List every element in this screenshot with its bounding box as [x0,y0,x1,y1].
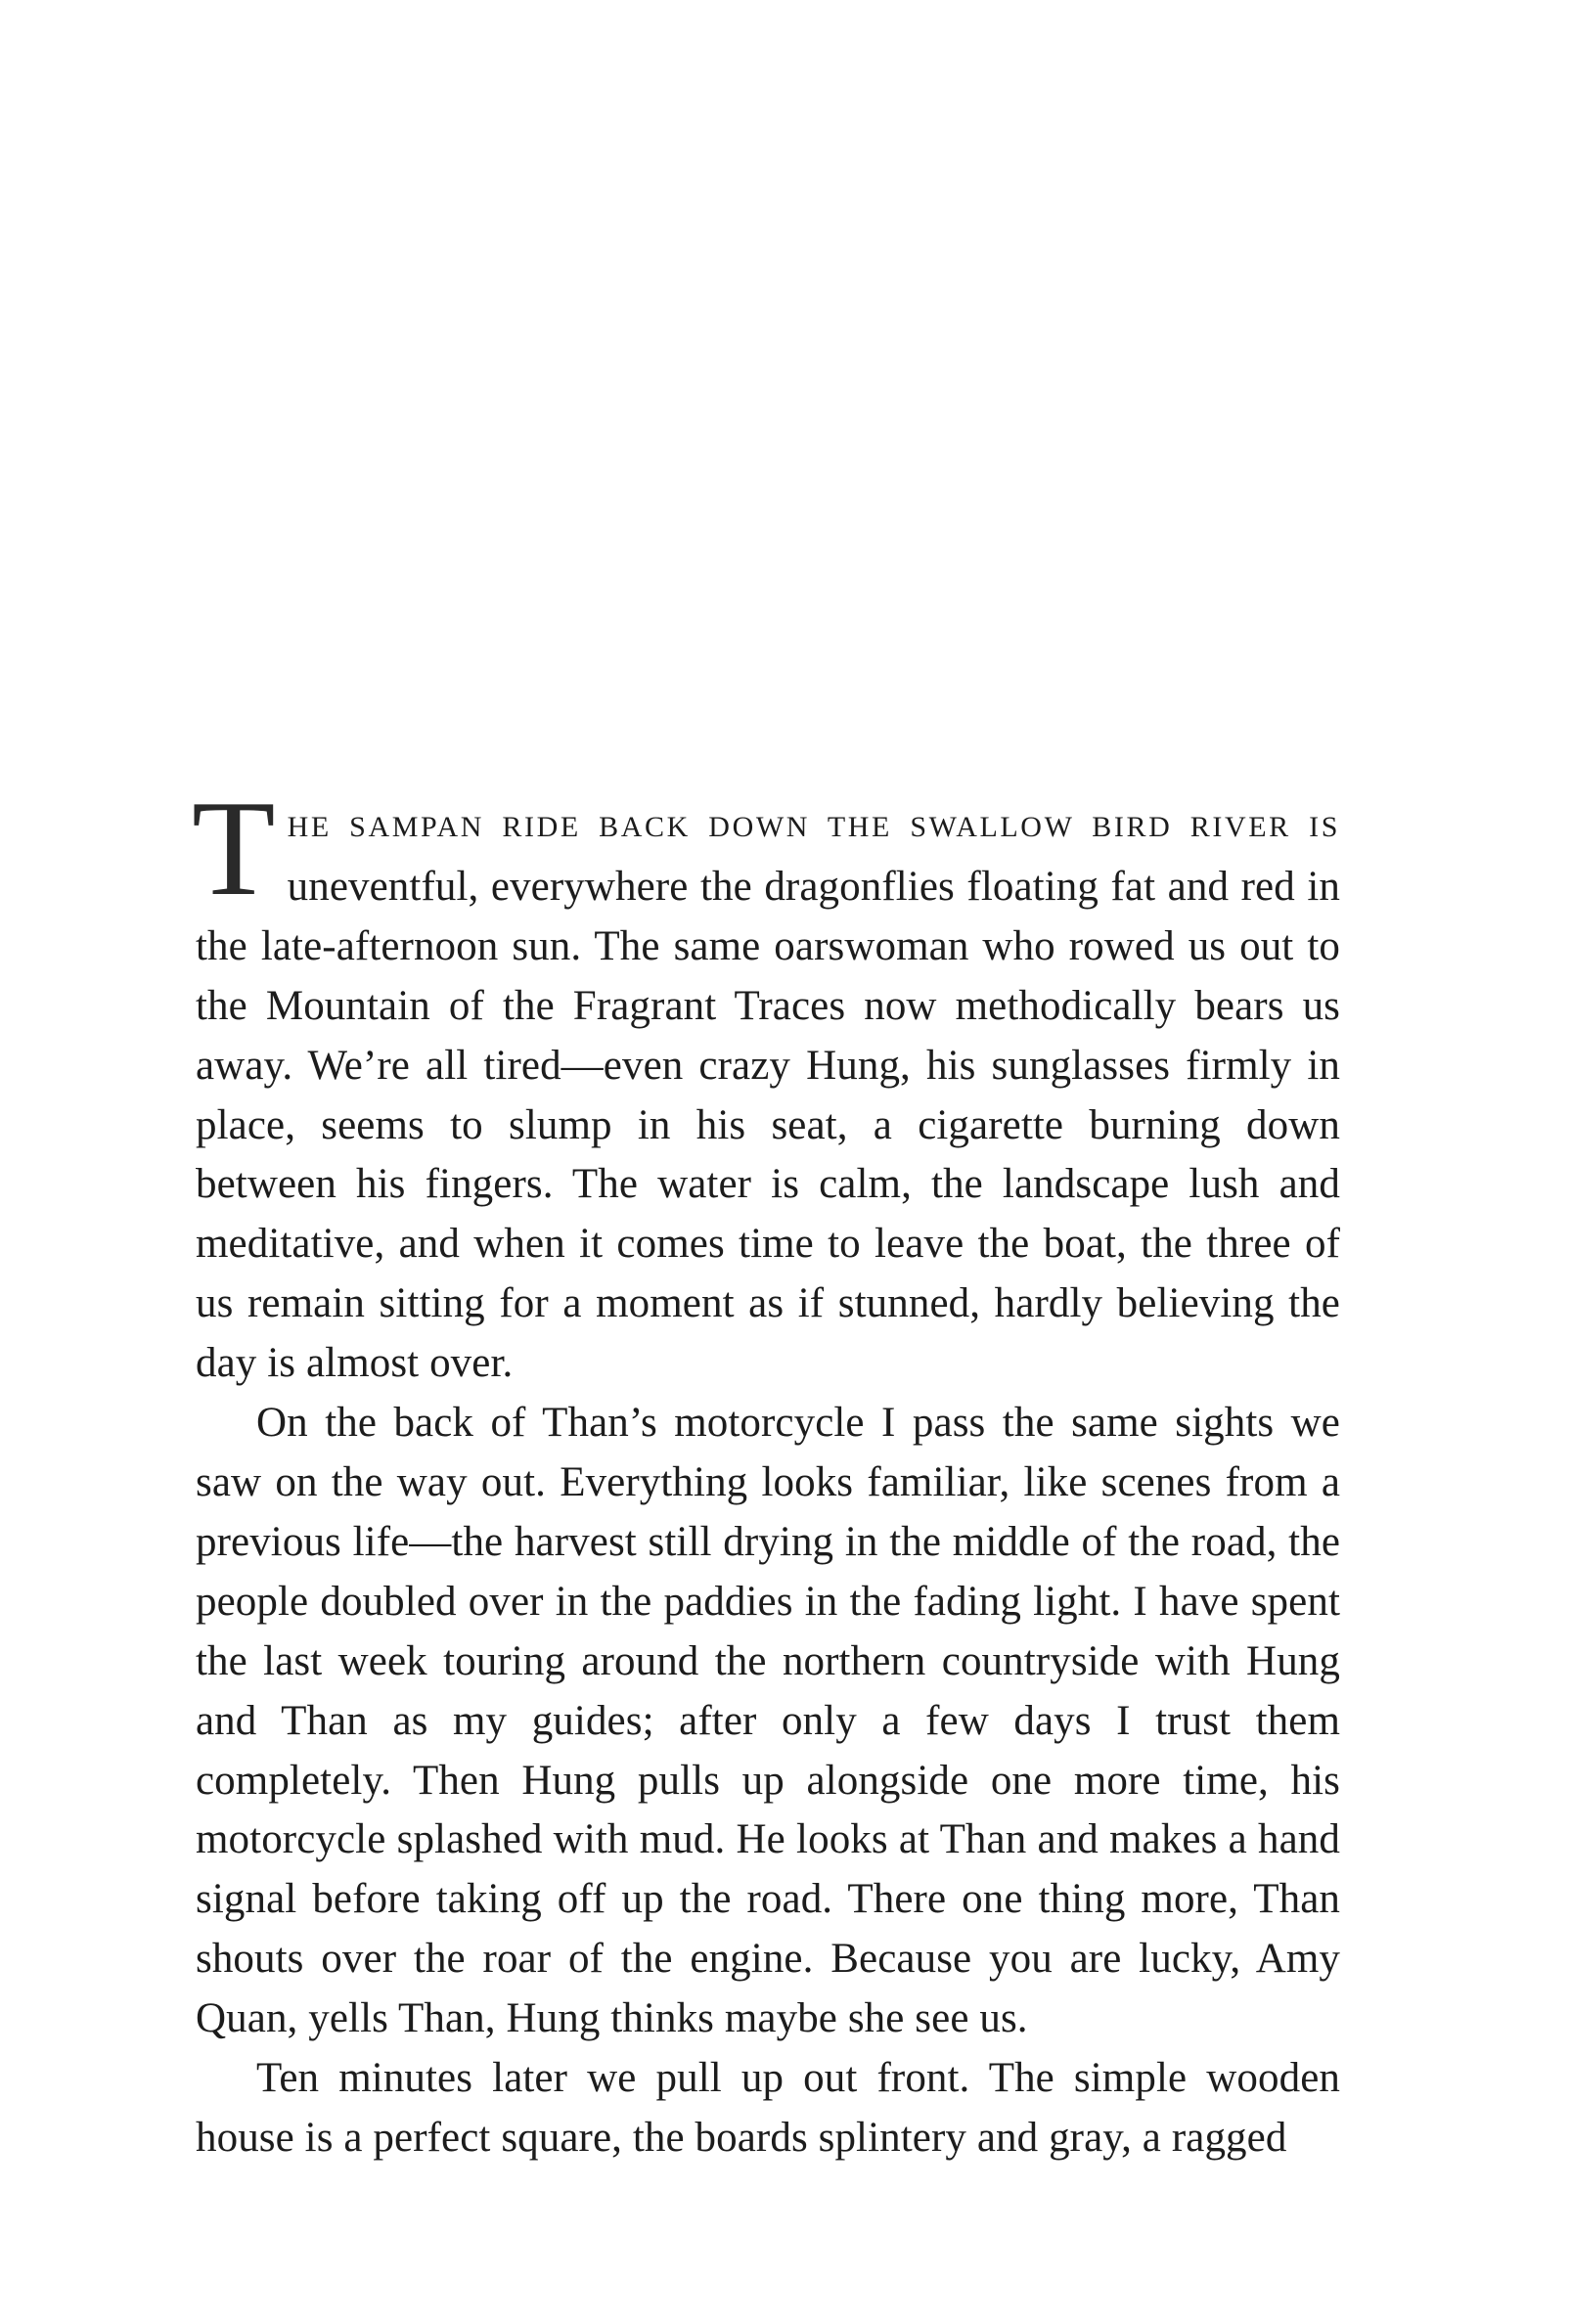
paragraph-house: Ten minutes later we pull up out front. The simple wooden house is a perfect square, the boards splintery and gray, a ragged [196,2055,1340,2161]
paragraph-motorcycle: On the back of Than’s motorcycle I pass the same sights we saw on the way out. Everything looks familiar, like scenes from a previous life—the harvest still drying in the middle of the road, the people doubled over in the paddies in the fading light. I have spent the last week touring around the northern countryside with Hung and Than as my guides; after only a few days I trust them completely. Then Hung pulls up alongside one more time, his motorcycle splashed with mud. He looks at Than and makes a hand signal before taking off up the road. There one thing more, Than shouts over the roar of the engine. Because you are lucky, Amy Quan, yells Than, Hung thinks maybe she see us. [196,1400,1340,2042]
opening-paragraph [192,773,1340,1394]
body-text [192,773,1340,2168]
drop-cap: T [192,773,276,924]
smallcaps-lead-in: HE SAMPAN RIDE BACK DOWN THE SWALLOW BIRD RIVER IS [287,811,1340,843]
opening-paragraph-text: uneventful, everywhere the dragonflies floating fat and red in the late-afternoon sun. The same oarswoman who rowed us out to the Mountain of the Fragrant Traces now methodically bears us away. We’re all tired—even crazy Hung, his sunglasses firmly in place, seems to slump in his seat, a cigarette burning down between his fingers. The water is calm, the landscape lush and meditative, and when it comes time to leave the boat, the three of us remain sitting for a moment as if stunned, hardly believing the day is almost over. [196,863,1340,1387]
